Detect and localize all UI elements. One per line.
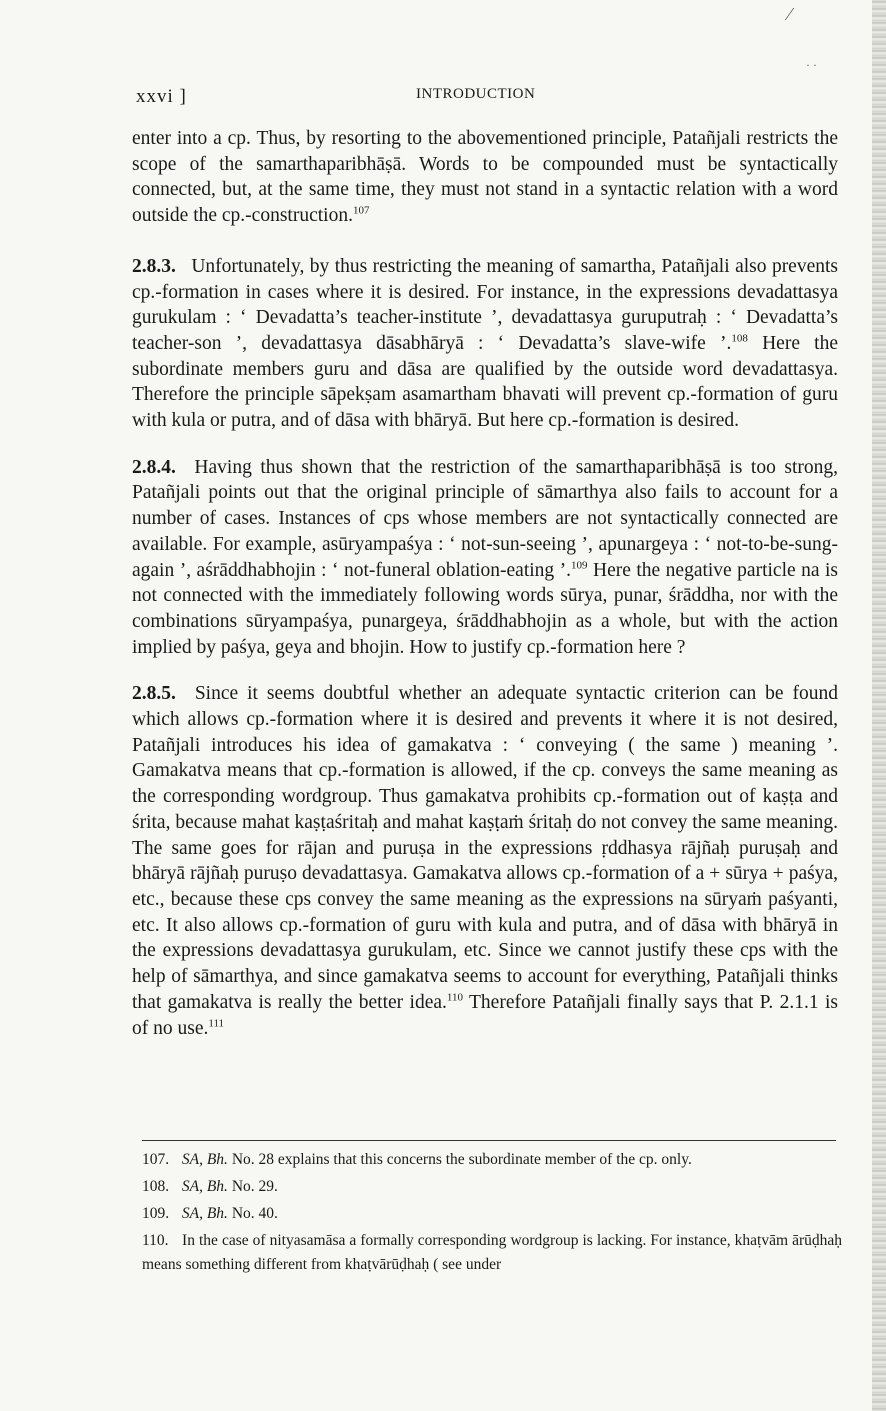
footnote-divider [142,1140,836,1141]
footnote-text: No. 40. [231,1205,278,1222]
footnote-source: SA, Bh. [181,1178,228,1195]
stray-mark: ⁄ [788,4,792,24]
footnote-text: No. 28 explains that this concerns the subordinate member of the cp. only. [231,1151,692,1168]
body-text [132,126,838,1062]
page-number: xxvi ] [136,86,187,107]
footnote-text: In the case of nityasamāsa a formally corresponding wordgroup is lacking. For instance, khaṭvām ārūḍhaḥ means something different from khaṭvārūḍhaḥ ( see under [142,1232,842,1273]
page-edge-shadow [872,0,886,1411]
paragraph-continuation [132,126,838,229]
paragraph-text: Having thus shown that the restriction of the samarthaparibhāṣā is too strong, Patañjali points out that the original principle of sāmarthya also fails to account for a number of cases. Instances of cps whose members are not syntactically connected are available. For example, asūryampaśya : ‘ not-sun-seeing ’, apunargeya : ‘ not-to-be-sung-again ’, aśrāddhabhojin : ‘ not-funeral oblation-eating ’. [132,456,839,581]
footnote-110 [142,1229,842,1277]
footnote-number: 110. [142,1232,169,1249]
footnote-source: SA, Bh. [181,1205,228,1222]
paragraph-text-after: Here the negative particle na is not connected with the immediately following words sūrya, punar, śrāddha, nor with the combinations sūryampaśya, punargeya, śrāddhabhojin as a whole, but with the action implied by paśya, geya and bhojin. How to justify cp.-formation here ? [132,559,839,658]
footnote-text: No. 29. [231,1178,278,1195]
stray-mark: · · [806,58,817,72]
paragraph-text-after: Therefore Patañjali finally says that P. 2.1.1 is of no use. [132,991,838,1039]
section-number: 2.8.4. [132,456,176,478]
footnote-ref: 108 [731,332,748,345]
paragraph-text: Since it seems doubtful whether an adequate syntactic criterion can be found which allows cp.-formation where it is desired and prevents it where it is not desired, Patañjali introduces his idea of gamakatva : ‘ conveying ( the same ) meaning ’. Gamakatva means that cp.-formation is allowed, if the cp. conveys the same meaning as the corresponding wordgroup. Thus gamakatva prohibits cp.-formation out of kaṣṭa and śrita, because mahat kaṣṭaśritaḥ and mahat kaṣṭaṁ śritaḥ do not convey the same meaning. The same goes for rājan and puruṣa in the expressions ṛddhasya rājñaḥ puruṣaḥ and bhāryā rājñaḥ puruṣo devadattasya. Gamakatva allows cp.-formation of a + sūrya + paśya, etc., because these cps convey the same meaning as the expressions na sūryaṁ paśyanti, etc. It also allows cp.-formation of guru with kula and putra, and of dāsa with bhāryā in the expressions devadattasya gurukulam, etc. Since we cannot justify these cps with the help of sāmarthya, and since gamakatva seems to account for everything, Patañjali thinks that gamakatva is really the better idea. [132,683,838,1013]
footnote-source: SA, Bh. [181,1151,228,1168]
footnote-ref: 107 [352,204,370,217]
running-head: INTRODUCTION [416,86,536,102]
page-header [136,86,836,112]
footnote-ref: 111 [208,1017,225,1029]
footnote-ref: 109 [571,559,588,572]
footnote-number: 107. [142,1151,170,1168]
footnote-number: 108. [142,1178,170,1195]
paragraph-2-8-4 [132,455,838,661]
paragraph-2-8-5 [132,681,838,1041]
paragraph-text: enter into a cp. Thus, by resorting to the abovementioned principle, Patañjali restricts the scope of the samarthaparibhāṣā. Words to be compounded must be syntactically connected, but, at the same time, they must not stand in a syntactic relation with a word outside the cp.-construction. [132,128,838,227]
footnote-109 [142,1202,842,1226]
footnote-107 [142,1148,842,1172]
paragraph-text-after: Here the subordinate members guru and dāsa are qualified by the outside word devadattasya. Therefore the principle sāpekṣam asamartham bhavati will prevent cp.-formation of guru with kula or putra, and of dāsa with bhāryā. But here cp.-formation is desired. [132,332,839,432]
footnote-ref: 110 [446,991,463,1004]
section-number: 2.8.5. [132,683,176,705]
footnote-108 [142,1175,842,1199]
footnote-number: 109. [142,1205,170,1222]
paragraph-text: Unfortunately, by thus restricting the meaning of samartha, Patañjali also prevents cp.-formation in cases where it is desired. For instance, in the expressions devadattasya gurukulam : ‘ Devadatta’s teacher-institute ’, devadattasya guruputraḥ : ‘ Devadatta’s teacher-son ’, devadattasya dāsabhāryā : ‘ Devadatta’s slave-wife ’. [132,255,839,354]
section-number: 2.8.3. [132,255,176,277]
footnotes [142,1148,842,1280]
paragraph-2-8-3 [132,254,838,434]
